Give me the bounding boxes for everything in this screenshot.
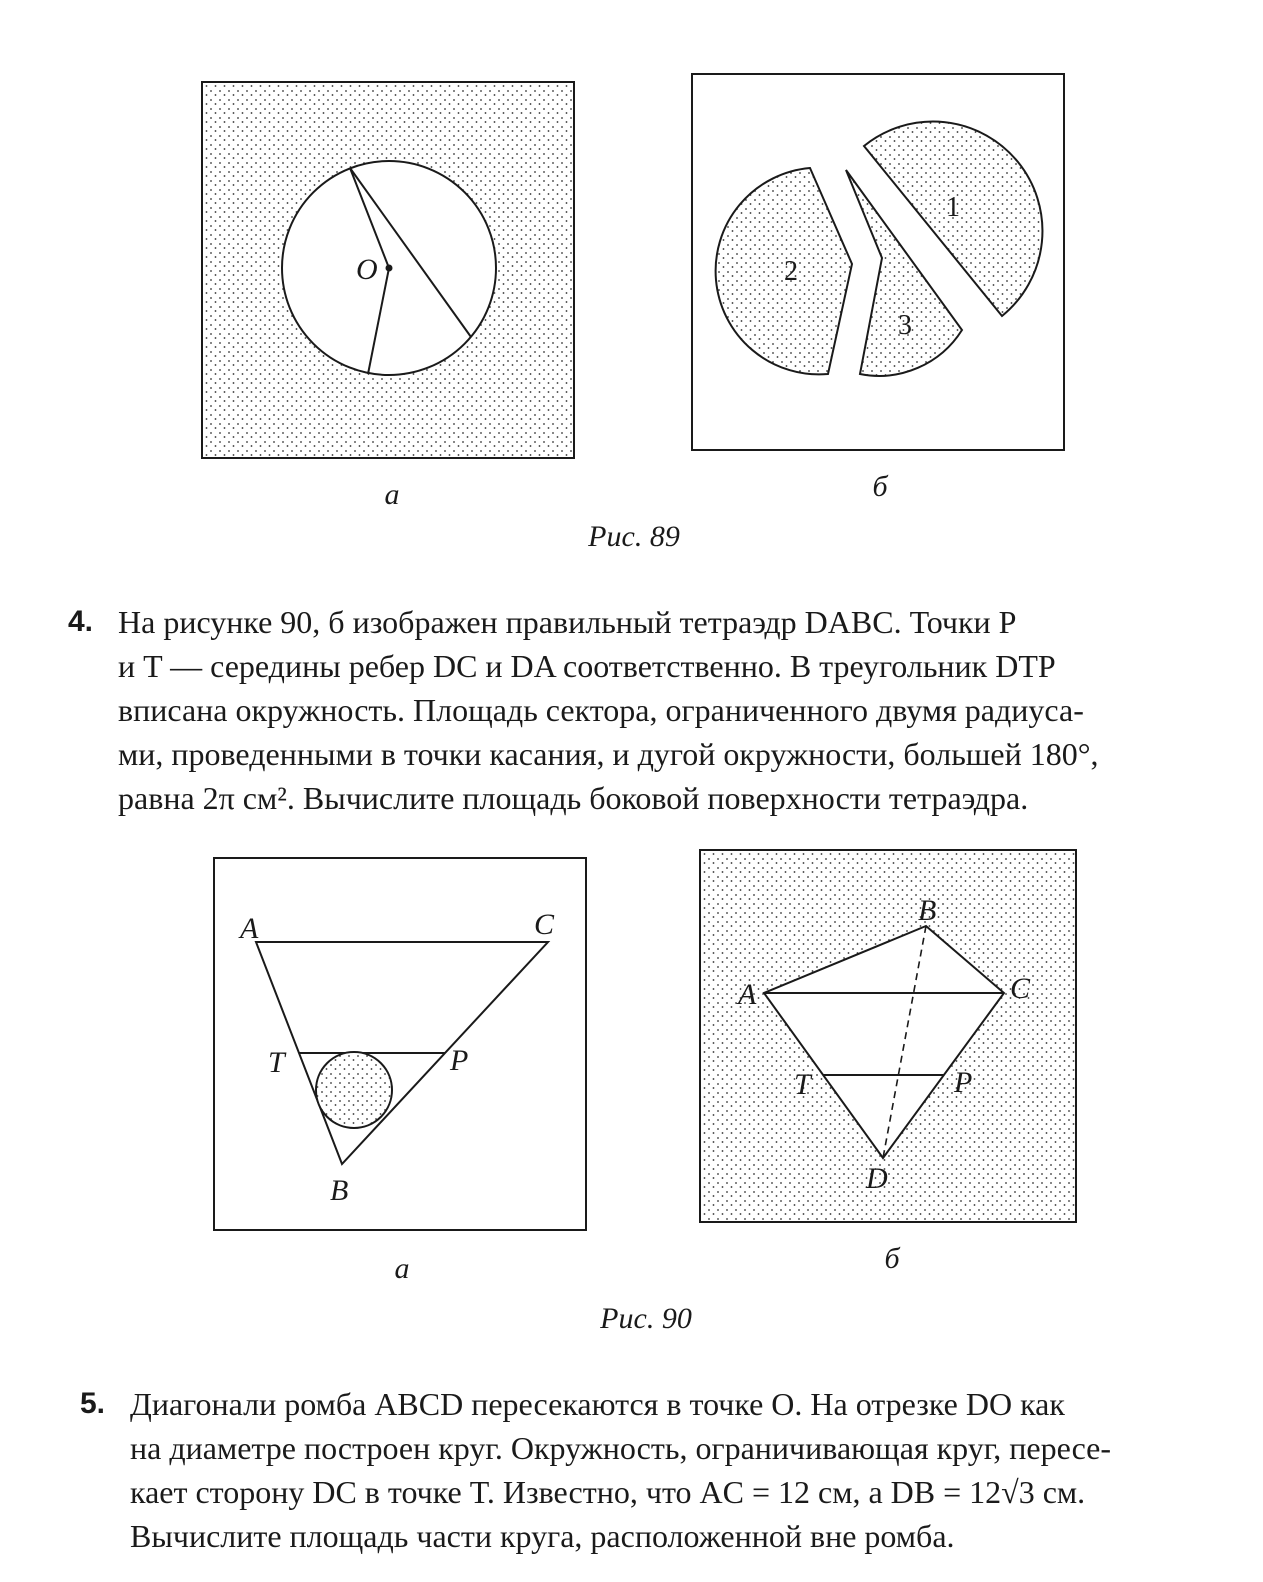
vertex-label-t: T bbox=[268, 1046, 285, 1079]
problem-4-line-4: ми, проведенными в точки касания, и дугой окружности, большей 180°, bbox=[118, 736, 1099, 772]
piece-label-1: 1 bbox=[946, 192, 960, 223]
center-label-o: O bbox=[356, 253, 378, 286]
problem-4-line-2: и T — середины ребер DC и DA соответственно. В треугольник DTP bbox=[118, 648, 1056, 684]
problem-5-line-3: кает сторону DC в точке T. Известно, что AC = 12 см, а DB = 12√3 см. bbox=[130, 1474, 1086, 1510]
figure-90b-drawing bbox=[698, 848, 1080, 1226]
vertex-label-c: C bbox=[1010, 972, 1031, 1005]
problem-5 bbox=[80, 1382, 1240, 1572]
vertex-label-b: B bbox=[918, 894, 937, 927]
figure-89a-drawing bbox=[200, 80, 578, 462]
figure-89-caption: Рис. 89 bbox=[588, 520, 680, 553]
figure-frame bbox=[214, 858, 586, 1230]
figure-90a bbox=[212, 856, 590, 1234]
problem-4-line-1: На рисунке 90, б изображен правильный тетраэдр DABC. Точки P bbox=[118, 604, 1017, 640]
vertex-label-b: B bbox=[330, 1174, 349, 1207]
figure-89b-drawing bbox=[690, 72, 1068, 454]
vertex-label-a: A bbox=[240, 912, 259, 945]
problem-4-line-5: равна 2π см². Вычислите площадь боковой поверхности тетраэдра. bbox=[118, 780, 1029, 816]
center-point bbox=[386, 265, 393, 272]
vertex-label-a: A bbox=[738, 978, 757, 1011]
problem-5-number: 5. bbox=[80, 1387, 106, 1420]
inscribed-circle bbox=[316, 1052, 392, 1128]
figure-90a-drawing bbox=[212, 856, 590, 1234]
vertex-label-p: P bbox=[954, 1066, 973, 1099]
figure-89a bbox=[200, 80, 578, 462]
vertex-label-d: D bbox=[866, 1162, 888, 1195]
vertex-label-t: T bbox=[794, 1068, 811, 1101]
problem-4-line-3: вписана окружность. Площадь сектора, ограниченного двумя радиуса- bbox=[118, 692, 1084, 728]
figure-90b bbox=[698, 848, 1080, 1226]
piece-label-2: 2 bbox=[784, 256, 798, 287]
problem-4-number: 4. bbox=[68, 605, 94, 638]
problem-5-line-4: Вычислите площадь части круга, расположенной вне ромба. bbox=[130, 1518, 955, 1554]
problem-5-line-2: на диаметре построен круг. Окружность, ограничивающая круг, пересе- bbox=[130, 1430, 1112, 1466]
problem-4 bbox=[68, 600, 1228, 830]
figure-90b-label: б bbox=[884, 1242, 900, 1275]
problem-5-line-1: Диагонали ромба ABCD пересекаются в точке O. На отрезке DO как bbox=[130, 1386, 1065, 1422]
figure-89b-label: б bbox=[872, 470, 888, 503]
vertex-label-c: C bbox=[534, 908, 555, 941]
figure-90a-label: а bbox=[394, 1252, 410, 1285]
vertex-label-p: P bbox=[450, 1044, 469, 1077]
figure-89b bbox=[690, 72, 1068, 454]
figure-90-caption: Рис. 90 bbox=[600, 1302, 692, 1335]
piece-label-3: 3 bbox=[898, 310, 912, 341]
figure-89a-label: а bbox=[384, 478, 400, 511]
